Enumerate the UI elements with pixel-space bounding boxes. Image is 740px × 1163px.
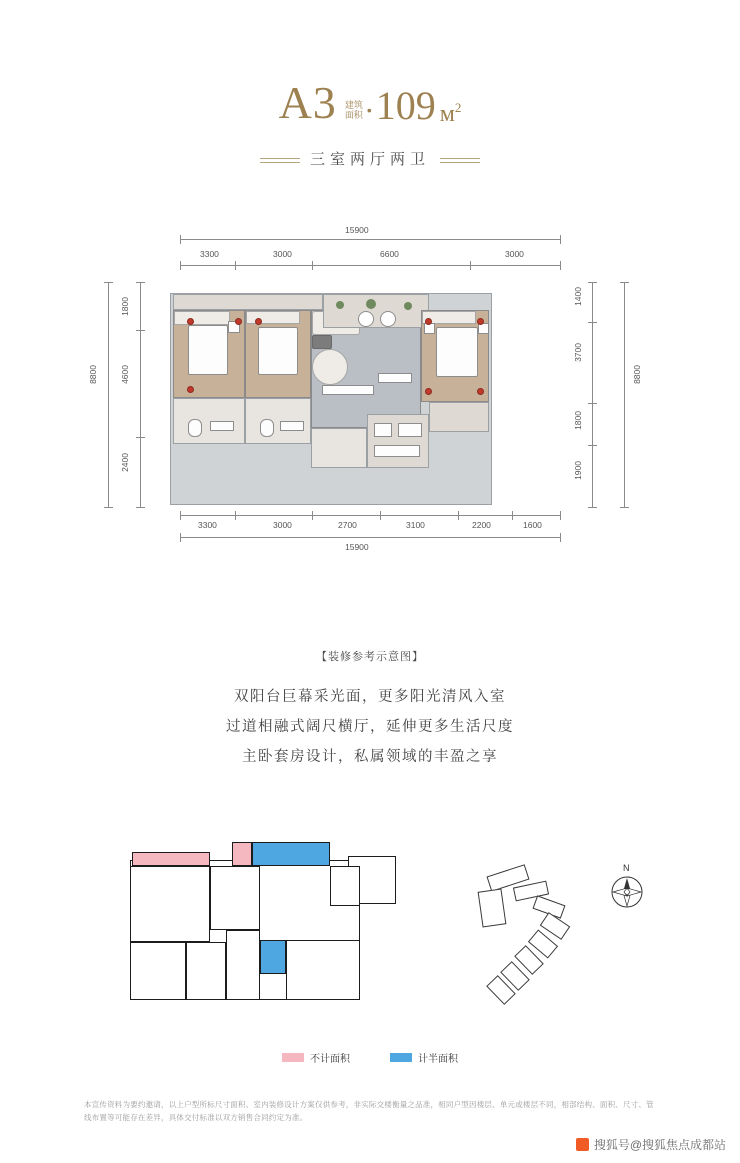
plant-icon — [404, 302, 412, 310]
unit-room — [226, 930, 260, 1000]
area-tag-line1: 建筑 — [344, 100, 363, 111]
dim-left-seg-2: 2400 — [120, 453, 130, 472]
tick — [512, 511, 513, 520]
dim-right-seg-3: 1900 — [573, 461, 583, 480]
dim-bottom-seg-5: 1600 — [523, 520, 542, 530]
legend-item-nocount — [282, 1050, 350, 1065]
watermark — [576, 1136, 726, 1153]
furniture-coffee-table — [312, 335, 332, 349]
dim-left-total: 8800 — [88, 365, 98, 384]
plant-icon — [336, 301, 344, 309]
fixture-cabinet — [374, 445, 420, 457]
area-halfcount-bottom — [260, 940, 286, 974]
furniture-wardrobe — [174, 311, 230, 325]
room-bathroom-1 — [173, 398, 245, 444]
marker-dot — [235, 318, 242, 325]
room-kitchen — [367, 414, 429, 468]
area-value: 109 — [375, 83, 436, 128]
sohu-logo-icon — [576, 1138, 589, 1151]
legend-label-halfcount: 计半面积 — [418, 1054, 458, 1065]
tick — [560, 261, 561, 270]
tick — [588, 322, 597, 323]
area-tag — [345, 101, 363, 126]
legend-item-halfcount — [390, 1050, 458, 1065]
floorplan-diagram — [80, 225, 660, 555]
fixture-basin — [280, 421, 304, 431]
unit-room — [130, 942, 186, 1000]
room-corridor — [311, 428, 367, 468]
tick — [104, 507, 113, 508]
compass-rose-icon — [610, 875, 644, 909]
tick — [620, 507, 629, 508]
dim-line-bottom-total — [180, 537, 560, 538]
room-bedroom-3 — [173, 310, 245, 398]
dim-top-seg-0: 3300 — [200, 249, 219, 259]
marker-dot — [187, 318, 194, 325]
area-tag-line2: 面积 — [344, 109, 363, 120]
dim-line-bottom-seg — [180, 515, 560, 516]
tick — [620, 282, 629, 283]
tick — [380, 511, 381, 520]
tick — [470, 261, 471, 270]
tick — [312, 511, 313, 520]
tick — [180, 533, 181, 542]
dim-bottom-seg-4: 2200 — [472, 520, 491, 530]
fixture-toilet — [188, 419, 202, 437]
tick — [458, 511, 459, 520]
dim-left-seg-1: 4600 — [120, 365, 130, 384]
watermark-text: 搜狐号@搜狐焦点成都站 — [593, 1138, 726, 1152]
furniture-dining-table — [312, 349, 348, 385]
tick — [104, 282, 113, 283]
marker-dot — [187, 386, 194, 393]
dim-line-top-total — [180, 239, 560, 240]
fixture-basin — [210, 421, 234, 431]
dim-bottom-total: 15900 — [345, 542, 369, 552]
fixture-stove — [374, 423, 392, 437]
description-list — [0, 682, 740, 772]
dim-top-total: 15900 — [345, 225, 369, 235]
furniture-sideboard — [378, 373, 412, 383]
marker-dot — [477, 318, 484, 325]
unit-room — [286, 940, 360, 1000]
marker-dot — [425, 318, 432, 325]
furniture-round-chair — [380, 311, 396, 327]
dim-top-seg-1: 3000 — [273, 249, 292, 259]
area-unit — [440, 101, 462, 126]
dim-left-seg-0: 1800 — [120, 297, 130, 316]
page-header — [0, 77, 740, 169]
dim-right-seg-1: 3700 — [573, 343, 583, 362]
fixture-counter — [398, 423, 422, 437]
dim-bottom-seg-0: 3300 — [198, 520, 217, 530]
area-nocount-left — [132, 852, 210, 866]
dim-bottom-seg-2: 2700 — [338, 520, 357, 530]
tick — [136, 282, 145, 283]
plan-drawing — [170, 293, 492, 505]
area-unit-sup: 2 — [454, 100, 462, 115]
rule-right — [440, 158, 480, 159]
dim-bottom-seg-3: 3100 — [406, 520, 425, 530]
dim-line-right-total — [624, 282, 625, 507]
rule-left — [260, 158, 300, 159]
tick — [560, 235, 561, 244]
tick — [560, 533, 561, 542]
furniture-round-chair — [358, 311, 374, 327]
tick — [180, 511, 181, 520]
dim-bottom-seg-1: 3000 — [273, 520, 292, 530]
dim-line-top-seg — [180, 265, 560, 266]
tick — [588, 445, 597, 446]
plant-icon — [366, 299, 376, 309]
title-dot: • — [366, 102, 372, 118]
marker-dot — [255, 318, 262, 325]
unit-room — [330, 866, 360, 906]
unit-room — [130, 866, 210, 942]
compass-icon — [610, 863, 644, 909]
room-north-balcony — [173, 294, 323, 310]
dim-right-seg-2: 1800 — [573, 411, 583, 430]
tick — [235, 261, 236, 270]
dim-line-right-seg — [592, 282, 593, 507]
tick — [588, 282, 597, 283]
unit-room — [210, 866, 260, 930]
room-bathroom-2 — [245, 398, 311, 444]
description-line-1: 双阳台巨幕采光面，更多阳光清风入室 — [234, 689, 506, 705]
area-nocount-mid — [232, 842, 252, 866]
furniture-bed — [258, 327, 298, 375]
marker-dot — [425, 388, 432, 395]
plan-code: A3 — [278, 77, 337, 128]
dim-right-seg-0: 1400 — [573, 287, 583, 306]
furniture-bed — [188, 325, 228, 375]
tick — [588, 403, 597, 404]
disclaimer-text: 本宣传资料为要约邀请，以上户型所标尺寸面积、室内装修设计方案仅供参考，非实际交楼衡量之品准，相同户型因楼层、单元或楼层不同，相部结构、面积、尺寸、管线布置等可能存在差异，具体交付标准以双方销售合同约定为准。 — [84, 1100, 654, 1122]
reference-note: 【装修参考示意图】 — [316, 651, 424, 663]
area-calc-diagram — [120, 830, 410, 1010]
unit-room — [186, 942, 226, 1000]
dim-line-left-seg — [140, 282, 141, 507]
dim-top-seg-3: 3000 — [505, 249, 524, 259]
description-line-3: 主卧套房设计，私属领域的丰盈之享 — [242, 749, 498, 765]
area-halfcount-top — [252, 842, 330, 866]
legend-swatch-blue — [390, 1053, 412, 1062]
furniture-bed — [436, 327, 478, 377]
tick — [136, 437, 145, 438]
tick — [312, 261, 313, 270]
area-unit-text: м — [439, 101, 455, 127]
tick — [235, 511, 236, 520]
lower-diagrams — [0, 820, 740, 1070]
room-living-balcony — [323, 294, 429, 328]
site-building-9 — [478, 889, 507, 928]
tick — [588, 507, 597, 508]
dim-top-seg-2: 6600 — [380, 249, 399, 259]
title-row — [0, 77, 740, 128]
tick — [180, 261, 181, 270]
dim-line-left-total — [108, 282, 109, 507]
tick — [136, 330, 145, 331]
compass-north-label: N — [623, 863, 630, 873]
plan-subtitle: 三室两厅两卫 — [309, 151, 430, 168]
tick — [560, 511, 561, 520]
dim-right-total: 8800 — [632, 365, 642, 384]
fixture-toilet — [260, 419, 274, 437]
room-service-balcony — [429, 402, 489, 432]
description-line-2: 过道相融式阔尺横厅，延伸更多生活尺度 — [226, 719, 514, 735]
marker-dot — [477, 388, 484, 395]
subtitle-row — [0, 148, 740, 169]
site-map — [480, 870, 590, 1010]
legend — [0, 1050, 740, 1065]
tick — [180, 235, 181, 244]
legend-label-nocount: 不计面积 — [310, 1054, 350, 1065]
legend-swatch-pink — [282, 1053, 304, 1062]
furniture-tv-cabinet — [322, 385, 374, 395]
tick — [136, 507, 145, 508]
